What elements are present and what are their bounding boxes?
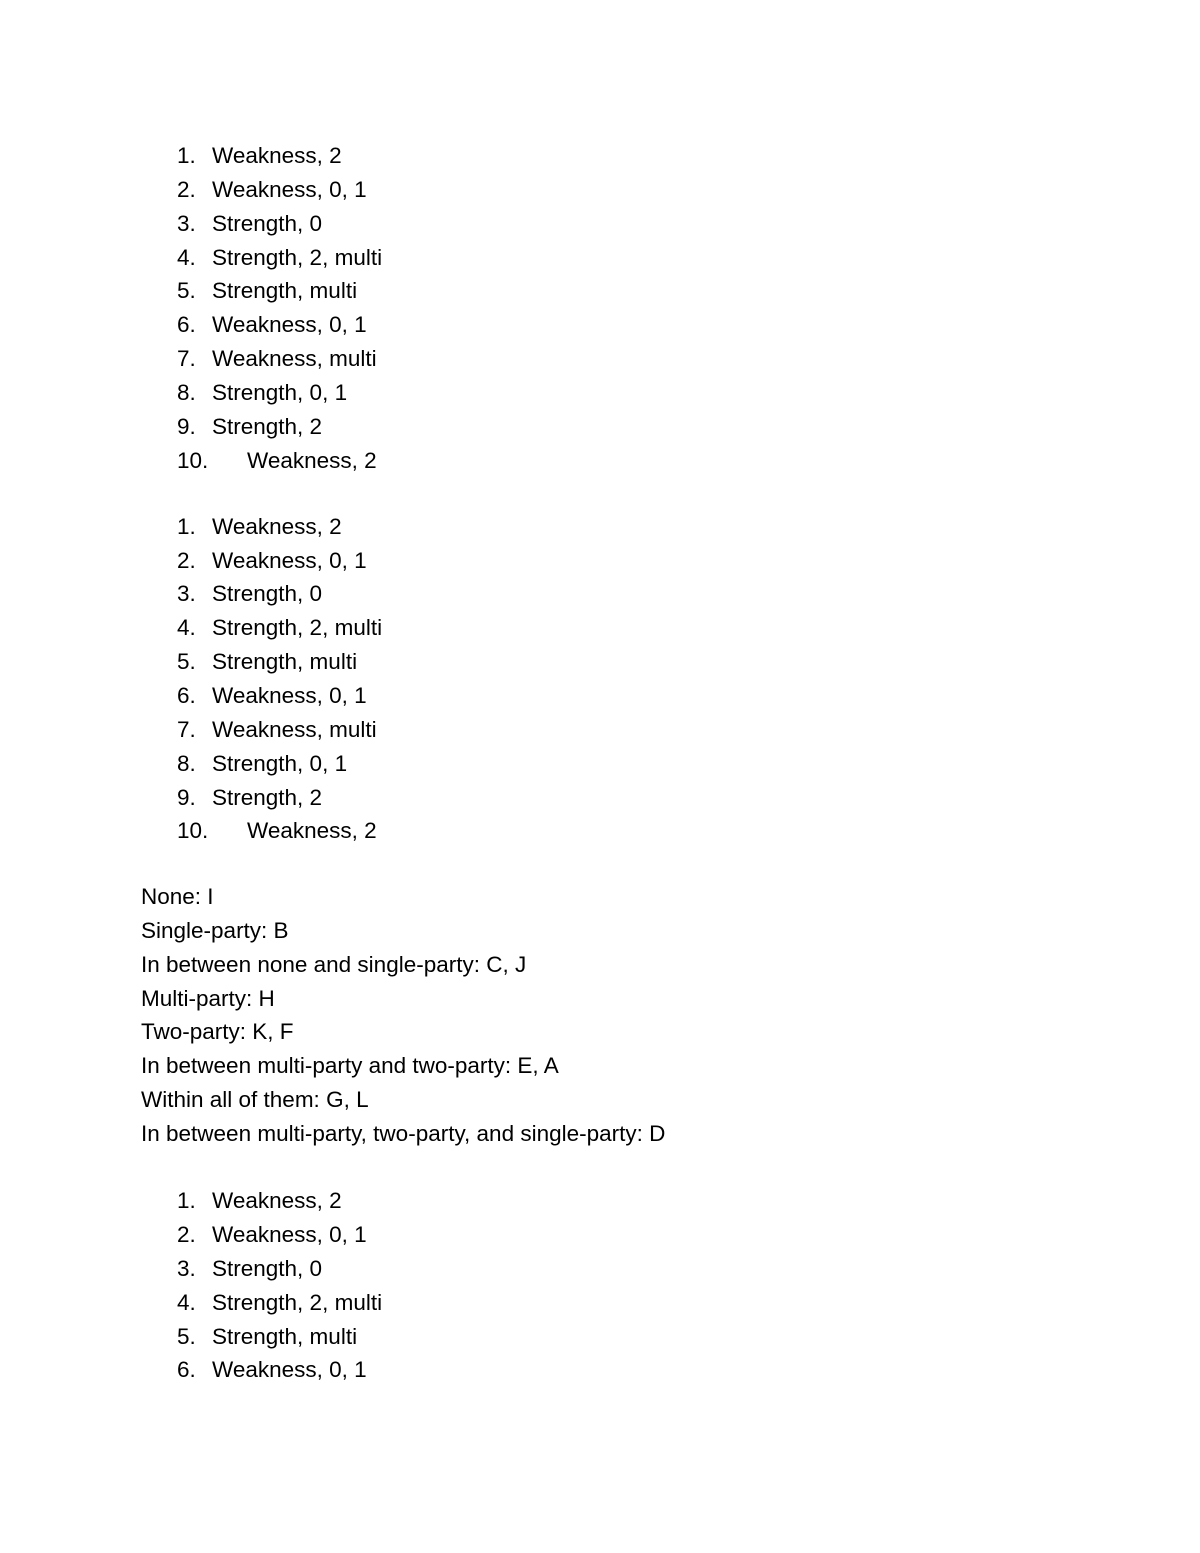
classification-line: In between none and single-party: C, J bbox=[141, 952, 527, 977]
list-item-text: Weakness, 0, 1 bbox=[212, 1357, 367, 1382]
list-item-number: 5. bbox=[177, 649, 196, 674]
classification-line: Single-party: B bbox=[141, 918, 289, 943]
list-item-text: Weakness, 2 bbox=[212, 143, 342, 168]
list-item-text: Weakness, 0, 1 bbox=[212, 312, 367, 337]
list-item-number: 8. bbox=[177, 751, 196, 776]
list-item-number: 4. bbox=[177, 245, 196, 270]
list-item-number: 4. bbox=[177, 1290, 196, 1315]
list-item-text: Strength, 0 bbox=[212, 1256, 323, 1281]
list-item-number: 7. bbox=[177, 717, 196, 742]
list-item-text: Strength, 2, multi bbox=[212, 245, 383, 270]
list-item-number: 2. bbox=[177, 177, 196, 202]
list-item-number: 6. bbox=[177, 1357, 196, 1382]
list-item-number: 7. bbox=[177, 346, 196, 371]
list-item-number: 9. bbox=[177, 785, 196, 810]
list-item-number: 3. bbox=[177, 581, 196, 606]
list-item-number: 3. bbox=[177, 1256, 196, 1281]
list-item-text: Strength, 2 bbox=[212, 785, 323, 810]
list-item-number: 5. bbox=[177, 1324, 196, 1349]
list-item-text: Strength, 0, 1 bbox=[212, 380, 348, 405]
list-item-number: 1. bbox=[177, 1188, 196, 1213]
list-item-number: 6. bbox=[177, 683, 196, 708]
list-item-text: Strength, 0, 1 bbox=[212, 751, 348, 776]
list-item-number: 2. bbox=[177, 548, 196, 573]
list-item-number: 6. bbox=[177, 312, 196, 337]
list-item-text: Strength, 2, multi bbox=[212, 1290, 383, 1315]
list-item-number: 4. bbox=[177, 615, 196, 640]
list-item-text: Weakness, multi bbox=[212, 717, 377, 742]
list-item-text: Weakness, 2 bbox=[247, 448, 377, 473]
list-item-number: 9. bbox=[177, 414, 196, 439]
list-item-number: 10. bbox=[177, 448, 209, 473]
list-item-number: 8. bbox=[177, 380, 196, 405]
list-item-text: Strength, multi bbox=[212, 1324, 358, 1349]
list-item-text: Weakness, 0, 1 bbox=[212, 683, 367, 708]
list-item-number: 5. bbox=[177, 278, 196, 303]
classification-line: None: I bbox=[141, 884, 214, 909]
list-item-text: Strength, 0 bbox=[212, 581, 323, 606]
list-item-text: Weakness, 0, 1 bbox=[212, 177, 367, 202]
classification-line: Two-party: K, F bbox=[141, 1019, 294, 1044]
list-item-number: 2. bbox=[177, 1222, 196, 1247]
list-item-text: Weakness, 0, 1 bbox=[212, 1222, 367, 1247]
list-item-number: 1. bbox=[177, 514, 196, 539]
list-item-number: 10. bbox=[177, 818, 209, 843]
classification-line: In between multi-party and two-party: E, A bbox=[141, 1053, 559, 1078]
list-item-number: 3. bbox=[177, 211, 196, 236]
list-item-text: Weakness, 2 bbox=[247, 818, 377, 843]
list-item-text: Weakness, 0, 1 bbox=[212, 548, 367, 573]
classification-line: In between multi-party, two-party, and single-party: D bbox=[141, 1121, 666, 1146]
classification-line: Multi-party: H bbox=[141, 986, 275, 1011]
list-item-text: Weakness, 2 bbox=[212, 514, 342, 539]
classification-line: Within all of them: G, L bbox=[141, 1087, 369, 1112]
list-item-text: Weakness, 2 bbox=[212, 1188, 342, 1213]
list-item-text: Strength, 2 bbox=[212, 414, 323, 439]
list-item-text: Strength, 0 bbox=[212, 211, 323, 236]
list-item-number: 1. bbox=[177, 143, 196, 168]
list-item-text: Strength, multi bbox=[212, 278, 358, 303]
list-item-text: Strength, multi bbox=[212, 649, 358, 674]
list-item-text: Strength, 2, multi bbox=[212, 615, 383, 640]
list-item-text: Weakness, multi bbox=[212, 346, 377, 371]
